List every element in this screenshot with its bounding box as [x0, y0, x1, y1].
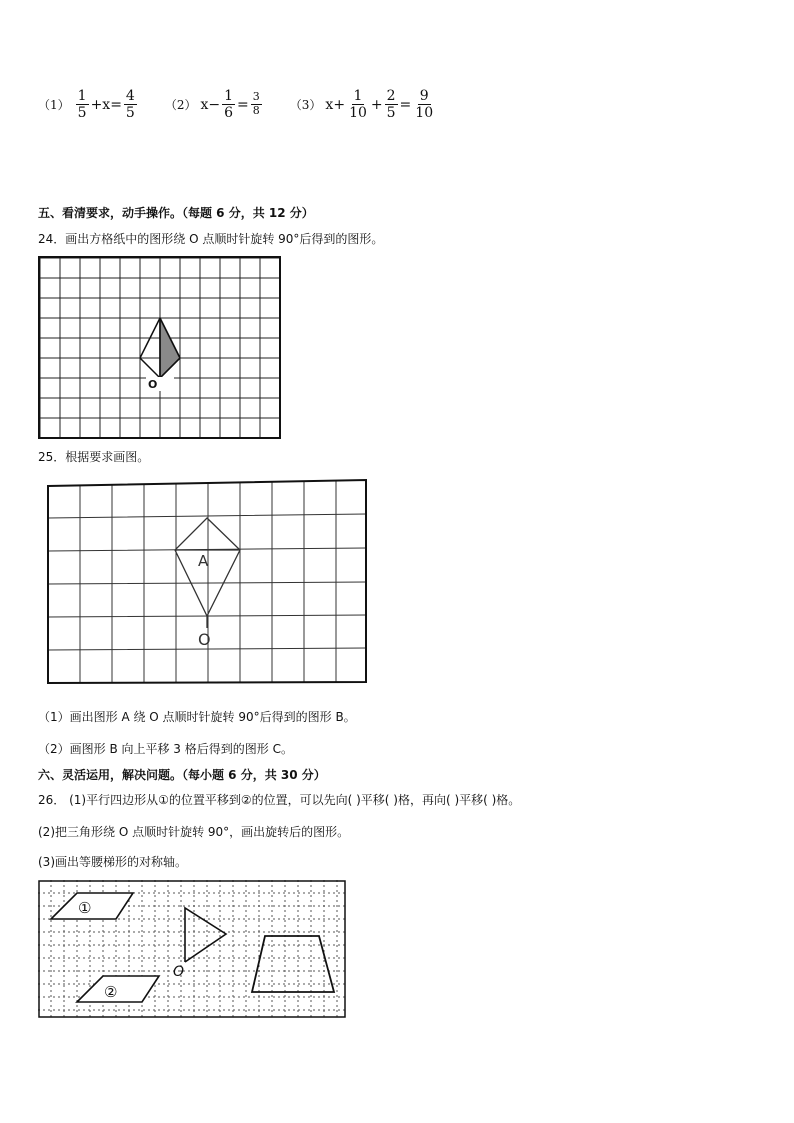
equation-label: （3） [289, 98, 322, 113]
fraction [76, 88, 89, 121]
numerator: 3 [252, 90, 260, 104]
question-26-part-1: 26． (1)平行四边形从①的位置平移到②的位置，可以先向( )平移( )格，再向( )平移( )格。 [38, 793, 521, 807]
fraction [251, 91, 262, 117]
parallelogram-1-label: ① [78, 899, 92, 917]
point-o-label: O [148, 378, 158, 391]
equation-label: （1） [38, 98, 70, 113]
figure-a-label: A [198, 552, 209, 570]
grid-border [48, 480, 366, 683]
numerator: 9 [419, 88, 429, 104]
operator: = [399, 96, 412, 113]
denominator: 6 [224, 105, 234, 122]
kite-figure [140, 318, 180, 378]
numerator: 4 [125, 88, 135, 104]
question-26-part-2: (2)把三角形绕 O 点顺时针旋转 90°，画出旋转后的图形。 [38, 825, 350, 839]
question-24-grid [38, 256, 282, 440]
equation-2 [165, 88, 264, 121]
grid-lines [48, 480, 366, 683]
parallelogram-2-label: ② [104, 983, 118, 1001]
denominator: 5 [77, 105, 87, 122]
denominator: 8 [252, 104, 260, 118]
fraction [124, 88, 137, 121]
section-6-heading: 六、灵活运用，解决问题。（每小题 6 分，共 30 分） [38, 768, 326, 782]
point-o-label: O [173, 964, 185, 980]
equation-row [38, 88, 463, 121]
question-25-sub-2: （2）画图形 B 向上平移 3 格后得到的图形 C。 [38, 742, 293, 756]
numerator: 2 [386, 88, 396, 104]
denominator: 5 [125, 105, 135, 122]
numerator: 1 [77, 88, 87, 104]
numerator: 1 [224, 88, 234, 104]
denominator: 5 [386, 105, 396, 122]
question-24-text: 24．画出方格纸中的图形绕 O 点顺时针旋转 90°后得到的图形。 [38, 232, 384, 246]
point-o-label: O [198, 630, 211, 649]
parallelogram-2 [77, 976, 159, 1002]
denominator: 10 [415, 105, 434, 122]
question-26-part-3: (3)画出等腰梯形的对称轴。 [38, 855, 187, 869]
operator: = [237, 96, 249, 113]
operator: x− [200, 96, 221, 113]
equation-3 [290, 88, 437, 121]
fraction [222, 88, 235, 121]
equation-1 [38, 88, 139, 121]
operator: x+ [325, 96, 346, 113]
equation-label: （2） [164, 98, 197, 113]
section-5-heading: 五、看清要求，动手操作。（每题 6 分，共 12 分） [38, 206, 314, 220]
denominator: 10 [349, 105, 367, 122]
operator: + [370, 96, 383, 113]
question-25-text: 25．根据要求画图。 [38, 450, 150, 464]
fraction [385, 88, 398, 121]
fraction [413, 88, 435, 121]
question-25-sub-1: （1）画出图形 A 绕 O 点顺时针旋转 90°后得到的图形 B。 [38, 710, 356, 724]
question-25-grid [46, 478, 370, 688]
parallelogram-1 [51, 893, 133, 919]
fraction [347, 88, 369, 121]
numerator: 1 [353, 88, 363, 104]
operator: +x= [90, 96, 122, 113]
question-26-grid [38, 880, 348, 1020]
